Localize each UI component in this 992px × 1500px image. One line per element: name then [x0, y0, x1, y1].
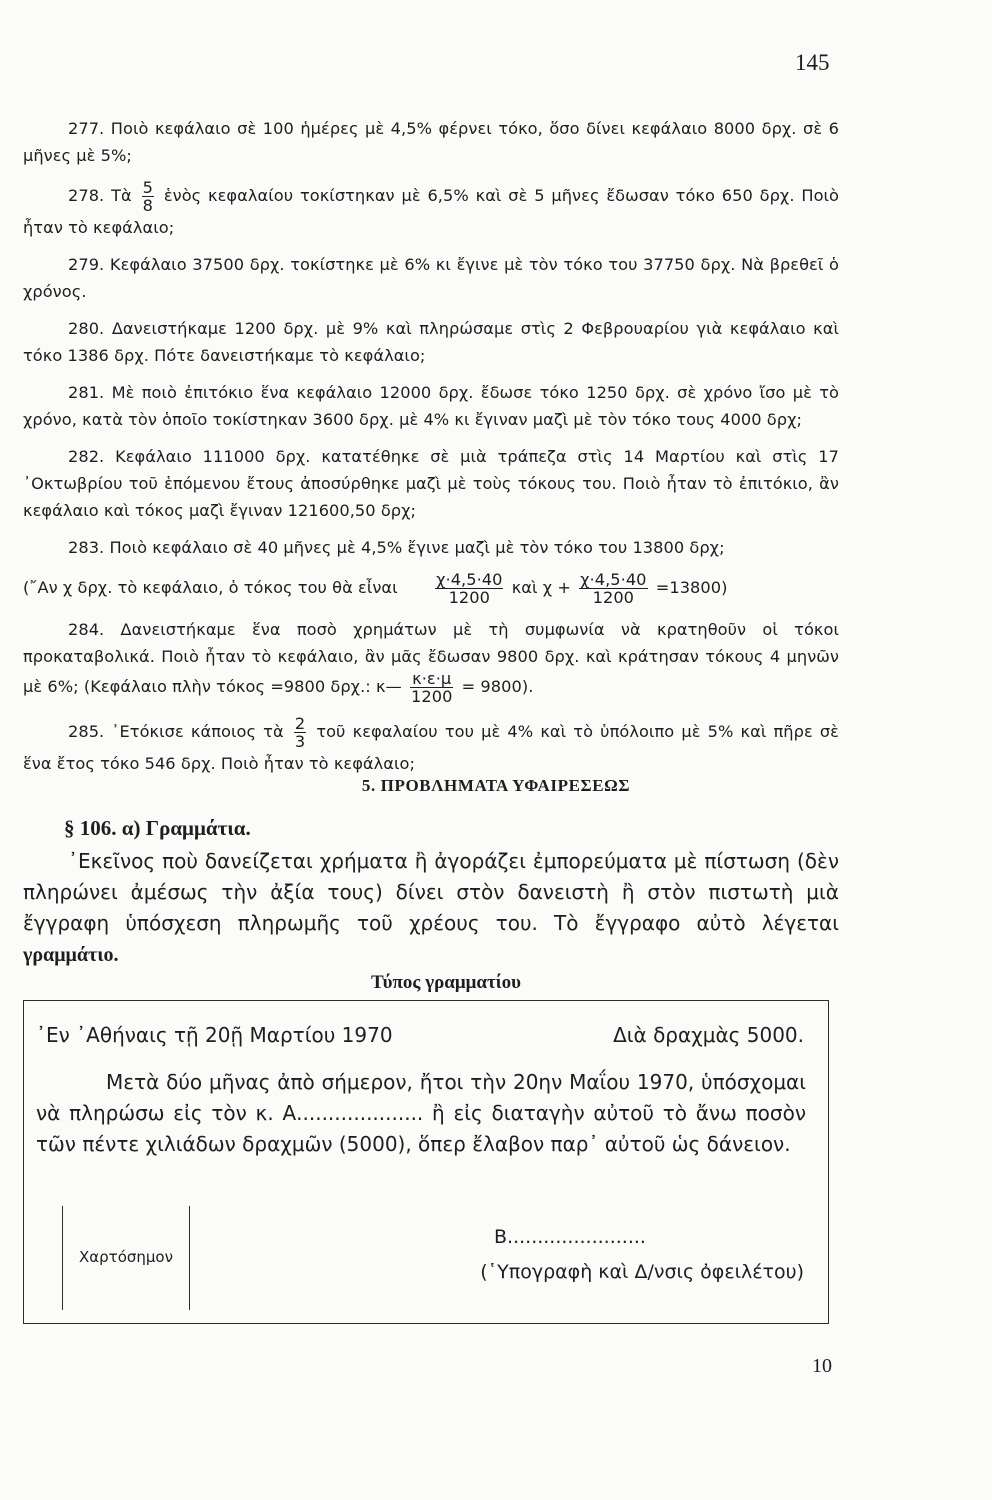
problem-279 [23, 251, 839, 305]
hint-open: (῎Αν χ δρχ. τὸ κεφάλαιο, ὁ τόκος του θὰ εἶναι [23, 578, 398, 597]
problem-number: 281. [68, 383, 105, 402]
problem-text: Ποιὸ κεφάλαιο σὲ 100 ἡμέρες μὲ 4,5% φέρνει τόκο, ὅσο δίνει κεφάλαιο 8000 δρχ. σὲ 6 μῆνες μὲ 5%; [23, 119, 839, 165]
problem-number: 280. [68, 319, 105, 338]
stamp-label: Χαρτόσημον [78, 1248, 173, 1266]
problem-277 [23, 115, 839, 169]
note-amount: Διὰ δραχμὰς 5000. [613, 1023, 804, 1047]
problem-283-hint [23, 571, 839, 606]
fraction-5-8 [142, 179, 154, 214]
problem-text: τοῦ κεφαλαίου του μὲ 4% καὶ τὸ ὑπόλοιπο μὲ 5% καὶ πῆρε σὲ ἕνα ἔτος τόκο 546 δρχ. Ποιὸ ἦταν τὸ κεφάλαιο; [23, 722, 839, 773]
problem-list [23, 115, 839, 787]
problem-number: 283. [68, 538, 105, 557]
problem-text: Ποιὸ κεφάλαιο σὲ 40 μῆνες μὲ 4,5% ἔγινε μαζὶ μὲ τὸν τόκο του 13800 δρχ; [109, 538, 725, 557]
fraction-denominator: 1200 [411, 687, 453, 706]
paragraph-heading: § 106. α) Γραμμάτια. [64, 816, 251, 840]
section-title: 5. ΠΡΟΒΛΗΜΑΤΑ ΥΦΑΙΡΕΣΕΩΣ [361, 776, 631, 795]
problem-text: Δανειστήκαμε 1200 δρχ. μὲ 9% καὶ πληρώσαμε στὶς 2 Φεβρουαρίου γιὰ κεφάλαιο καὶ τόκο 1386 δρχ. Πότε δανειστήκαμε τὸ κεφάλαιο; [23, 319, 839, 365]
problem-text: Δανειστήκαμε ἕνα ποσὸ χρημάτων μὲ τὴ συμφωνία νὰ κρατηθοῦν οἱ τόκοι προκαταβολικά. Ποιὸ ἦταν τὸ κεφάλαιο, ἂν μᾶς ἔδωσαν 9800 δρχ. καὶ κράτησαν τόκους 4 μηνῶν μὲ 6%; (Κεφάλαιο πλὴν τόκος =9800 δρχ.: κ— [23, 620, 840, 696]
problem-number: 278. [68, 186, 105, 205]
hint-close: =13800) [655, 578, 728, 597]
problem-number: 277. [68, 119, 105, 138]
note-place-date: ᾿Εν ᾿Αθήναις τῇ 20ῇ Μαρτίου 1970 [36, 1023, 393, 1047]
problem-number: 279. [68, 255, 105, 274]
problem-280 [23, 315, 839, 369]
revenue-stamp-box [62, 1206, 190, 1310]
problem-282 [23, 443, 839, 524]
problem-278 [23, 179, 839, 241]
signature-mark: 10 [812, 1355, 832, 1377]
problem-number: 284. [68, 620, 105, 639]
problem-text: Κεφάλαιο 37500 δρχ. τοκίστηκε μὲ 6% κι ἔγινε μὲ τὸν τόκο του 37750 δρχ. Νὰ βρεθεῖ ὁ χρόνος. [23, 255, 839, 301]
intro-paragraph [23, 846, 839, 971]
problem-285 [23, 715, 839, 777]
problem-lead: Τὰ [111, 186, 132, 205]
promissory-note-form [23, 1000, 829, 1324]
fraction-numerator: χ·4,5·40 [580, 570, 647, 589]
problem-281 [23, 379, 839, 433]
fraction-numerator: 2 [294, 714, 306, 733]
problem-number: 285. [68, 722, 105, 741]
note-heading: Τύπος γραμματίου [370, 972, 522, 993]
problem-tail: = 9800). [461, 677, 534, 696]
problem-283 [23, 534, 839, 561]
page-number: 145 [795, 50, 830, 75]
hint-middle: καὶ χ + [511, 578, 571, 597]
problem-lead: ᾿Ετόκισε κάποιος τὰ [111, 722, 284, 741]
note-body: Μετὰ δύο μῆνας ἀπὸ σήμερον, ἤτοι τὴν 20ην Μαΐου 1970, ὑπόσχομαι νὰ πληρώσω εἰς τὸν κ. Α.................... ἢ εἰς διαταγὴν αὐτοῦ τὸ ἄνω ποσὸν τῶν πέντε χιλιάδων δραχμῶν (5000), ὅπερ ἔλαβον παρ᾿ αὐτοῦ ὡς δάνειον. [36, 1070, 806, 1156]
problem-number: 282. [68, 447, 105, 466]
fraction-denominator: 1200 [579, 588, 647, 606]
fraction-numerator: χ·4,5·40 [436, 570, 503, 589]
fraction-denominator: 1200 [435, 588, 503, 606]
signature-line: Β....................... [494, 1226, 646, 1248]
intro-text: ᾿Εκεῖνος ποὺ δανείζεται χρήματα ἢ ἀγοράζει ἐμπορεύματα μὲ πίστωση (δὲν πληρώνει ἀμέσως τὴν ἀξία τους) δίνει στὸν δανειστὴ ἢ στὸν πιστωτὴ μιὰ ἔγγραφη ὑπόσχεση πληρωμῆς τοῦ χρέους του. Τὸ ἔγγραφο αὐτὸ λέγεται [23, 849, 839, 935]
fraction-kem-1200 [410, 670, 453, 705]
intro-term: γραμμάτιο. [23, 944, 119, 966]
fraction-numerator: κ·ε·μ [412, 669, 452, 688]
problem-text: Μὲ ποιὸ ἐπιτόκιο ἕνα κεφάλαιο 12000 δρχ. ἔδωσε τόκο 1250 δρχ. σὲ χρόνο ἴσο μὲ τὸ χρόνο, κατὰ τὸν ὁποῖο τοκίστηκαν 3600 δρχ. μὲ 4% κι ἔγιναν μαζὶ μὲ τὸν τόκο τους 4000 δρχ; [23, 383, 839, 429]
problem-text: Κεφάλαιο 111000 δρχ. κατατέθηκε σὲ μιὰ τράπεζα στὶς 14 Μαρτίου καὶ στὶς 17 ᾿Οκτωβρίου τοῦ ἑπόμενου ἔτους ἀποσύρθηκε μαζὶ μὲ τοὺς τόκους του. Ποιὸ ἦταν τὸ ἐπιτόκιο, ἂν κεφάλαιο καὶ τόκος μαζὶ ἔγιναν 121600,50 δρχ; [23, 447, 839, 520]
fraction-2-3 [294, 715, 306, 750]
signature-caption: (῾Υπογραφὴ καὶ Δ/νσις ὀφειλέτου) [480, 1261, 804, 1283]
problem-284 [23, 616, 839, 705]
hint-fraction-1 [435, 571, 503, 606]
problem-text: ἑνὸς κεφαλαίου τοκίστηκαν μὲ 6,5% καὶ σὲ 5 μῆνες ἔδωσαν τόκο 650 δρχ. Ποιὸ ἦταν τὸ κεφάλαιο; [23, 186, 840, 237]
hint-fraction-2 [579, 571, 647, 606]
fraction-denominator: 8 [142, 196, 153, 215]
fraction-numerator: 5 [142, 178, 153, 197]
fraction-denominator: 3 [294, 732, 306, 751]
